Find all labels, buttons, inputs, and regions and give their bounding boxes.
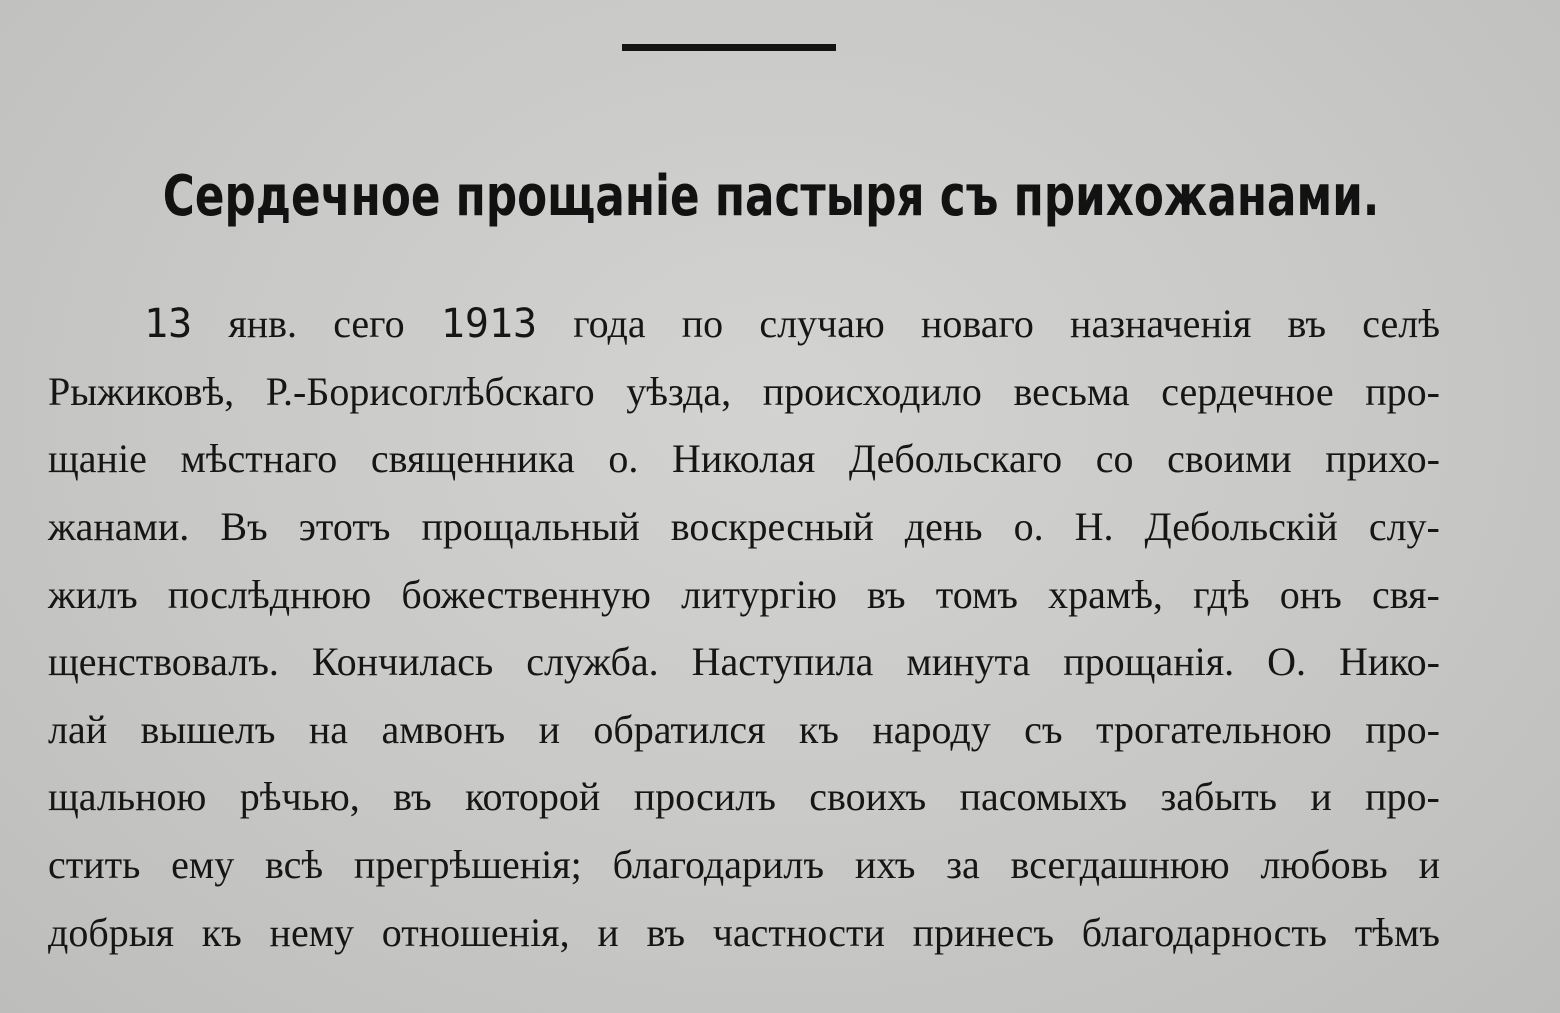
- text-line: [48, 763, 1440, 831]
- word: происходило: [762, 368, 982, 414]
- word: щаніе: [48, 436, 147, 482]
- word: Кончилась: [311, 639, 494, 685]
- word: воскресный: [670, 504, 874, 550]
- word: и: [538, 706, 561, 752]
- word: своими: [1167, 436, 1292, 482]
- word: литургію: [681, 571, 837, 617]
- word: Нико-: [1338, 639, 1440, 685]
- word: въ: [867, 571, 906, 617]
- word: прегрѣшенія;: [353, 842, 582, 888]
- word: про-: [1365, 706, 1440, 752]
- word: жанами.: [48, 504, 190, 550]
- text-line: [48, 831, 1440, 899]
- word: въ: [646, 909, 686, 955]
- word: вышелъ: [140, 706, 276, 752]
- word: нему: [269, 909, 355, 955]
- word: 13: [144, 300, 193, 347]
- article-title: Сердечное прощаніе пастыря съ прихожанами.: [162, 164, 1380, 229]
- word: къ: [798, 706, 839, 752]
- text-line: [48, 696, 1440, 764]
- word: храмѣ,: [1048, 571, 1163, 617]
- word: и: [1418, 842, 1440, 888]
- word: въ: [1287, 301, 1327, 347]
- word: пасомыхъ: [959, 774, 1128, 820]
- text-line: [48, 560, 1440, 628]
- word: прихо-: [1325, 436, 1440, 482]
- word: на: [308, 706, 349, 752]
- word: Дебольскій: [1144, 504, 1338, 550]
- word: новаго: [920, 301, 1034, 347]
- word: гдѣ: [1193, 571, 1250, 617]
- word: народу: [872, 706, 991, 752]
- word: божественную: [401, 571, 651, 617]
- word: обратился: [593, 706, 766, 752]
- word: Н.: [1074, 504, 1114, 550]
- word: которой: [465, 774, 601, 820]
- word: прощальный: [421, 504, 640, 550]
- word: своихъ: [809, 774, 927, 820]
- word: свя-: [1372, 571, 1440, 617]
- word: О.: [1267, 639, 1306, 685]
- text-line: [48, 425, 1440, 493]
- word: и: [1310, 774, 1332, 820]
- word: случаю: [759, 301, 885, 347]
- word: просилъ: [633, 774, 776, 820]
- word: Николая: [671, 436, 816, 482]
- word: амвонъ: [381, 706, 506, 752]
- text-line: [48, 493, 1440, 561]
- word: о.: [1013, 504, 1044, 550]
- word: щальною: [48, 774, 207, 820]
- word: и: [597, 909, 619, 955]
- text-line: [48, 358, 1440, 426]
- word: послѣднюю: [167, 571, 372, 617]
- word: селѣ: [1362, 301, 1440, 347]
- word: томъ: [935, 571, 1018, 617]
- word: всегдашнюю: [1010, 842, 1230, 888]
- word: Въ: [220, 504, 268, 550]
- word: ему: [171, 842, 235, 888]
- word: въ: [393, 774, 432, 820]
- word: со: [1095, 436, 1134, 482]
- word: уѣзда,: [626, 368, 732, 414]
- word: минута: [906, 639, 1031, 685]
- word: стить: [48, 842, 141, 888]
- word: янв.: [228, 301, 298, 347]
- word: благодарилъ: [612, 842, 825, 888]
- word: этотъ: [298, 504, 391, 550]
- word: прощанія.: [1063, 639, 1235, 685]
- text-line: [48, 898, 1440, 966]
- word: о.: [608, 436, 639, 482]
- word: весьма: [1013, 368, 1130, 414]
- word: онъ: [1279, 571, 1342, 617]
- word: назначенія: [1070, 301, 1252, 347]
- word: жилъ: [48, 571, 138, 617]
- word: Р.-Борисоглѣбскаго: [265, 368, 595, 414]
- text-line: [48, 290, 1440, 358]
- word: сего: [333, 301, 405, 347]
- word: рѣчью,: [239, 774, 360, 820]
- word: слу-: [1368, 504, 1440, 550]
- word: про-: [1365, 368, 1440, 414]
- word: года: [573, 301, 646, 347]
- word: забыть: [1160, 774, 1277, 820]
- word: лай: [48, 706, 108, 752]
- word: щенствовалъ.: [48, 639, 279, 685]
- word: любовь: [1260, 842, 1388, 888]
- word: по: [681, 301, 724, 347]
- word: добрыя: [48, 909, 174, 955]
- word: благодарность: [1081, 909, 1328, 955]
- word: тѣмъ: [1354, 909, 1440, 955]
- word: отношенія,: [381, 909, 570, 955]
- word: 1913: [440, 300, 538, 347]
- text-line: [48, 628, 1440, 696]
- word: частности: [712, 909, 885, 955]
- word: про-: [1365, 774, 1440, 820]
- word: сердечное: [1161, 368, 1334, 414]
- word: Рыжиковѣ,: [48, 368, 235, 414]
- word: Дебольскаго: [848, 436, 1063, 482]
- word: ихъ: [854, 842, 916, 888]
- word: принесъ: [912, 909, 1055, 955]
- word: служба.: [526, 639, 659, 685]
- article-body: [48, 290, 1440, 966]
- word: съ: [1024, 706, 1063, 752]
- word: за: [946, 842, 980, 888]
- word: всѣ: [265, 842, 324, 888]
- header-rule: [622, 44, 836, 51]
- word: Наступила: [691, 639, 874, 685]
- word: къ: [201, 909, 242, 955]
- word: священника: [370, 436, 575, 482]
- word: мѣстнаго: [180, 436, 338, 482]
- word: трогательною: [1095, 706, 1332, 752]
- word: день: [904, 504, 983, 550]
